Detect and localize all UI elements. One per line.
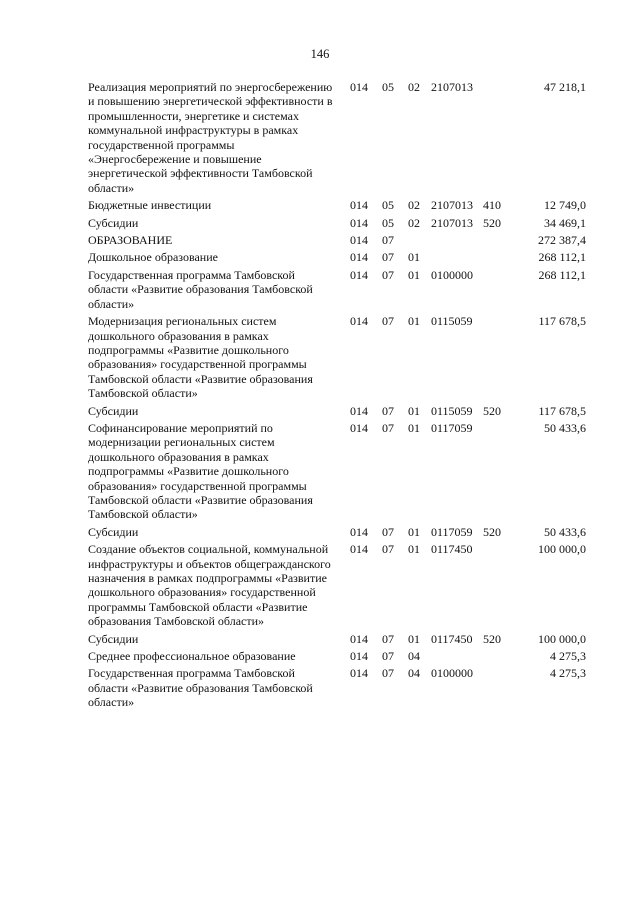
row-rz: 05 [382,215,394,230]
row-rz: 07 [382,631,394,646]
row-rz: 07 [382,250,394,265]
row-cs: 0100000 [431,666,473,681]
row-name: Софинансирование мероприятий по модернизации региональных систем дошкольного образования в рамках подпрограммы «Развитие дошкольного образования» государственной программы Тамбовской области «Развитие образования Тамбовской области» [88,420,313,522]
row-pr: 02 [408,80,420,94]
row-sum: 117 678,5 [538,403,586,418]
row-vr: 520 [483,403,501,418]
row-cs: 0115059 [431,403,473,418]
row-rz: 07 [382,267,394,282]
row-sum: 12 749,0 [544,198,586,213]
row-cs: 2107013 [431,215,473,230]
table-row [88,421,588,522]
table-row [88,649,588,663]
row-pr: 02 [408,215,420,230]
row-sum: 100 000,0 [538,542,586,557]
row-pr: 01 [408,542,420,557]
table-row [88,268,588,311]
table-row [88,216,588,230]
row-rz: 07 [382,403,394,418]
row-cs: 0115059 [431,314,473,329]
row-rz: 07 [382,542,394,557]
row-gr: 014 [350,233,368,248]
row-gr: 014 [350,215,368,230]
row-sum: 50 433,6 [544,524,586,539]
row-pr: 01 [408,631,420,646]
row-name: Модернизация региональных систем дошкольного образования в рамках подпрограммы «Развитие дошкольного образования» государственной программы Тамбовской области «Развитие образования Тамбовской области» [88,314,313,401]
table-row [88,542,588,628]
row-pr: 02 [408,198,420,213]
row-rz: 07 [382,649,394,664]
row-sum: 47 218,1 [544,80,586,94]
row-name: Субсидии [88,403,139,418]
table-row [88,250,588,264]
row-gr: 014 [350,80,368,94]
table-row [88,314,588,400]
row-gr: 014 [350,631,368,646]
row-rz: 07 [382,233,394,248]
row-sum: 50 433,6 [544,420,586,435]
row-vr: 520 [483,524,501,539]
row-sum: 272 387,4 [538,233,586,248]
row-rz: 07 [382,314,394,329]
row-name: Государственная программа Тамбовской области «Развитие образования Тамбовской области» [88,267,313,311]
row-rz: 07 [382,666,394,681]
row-gr: 014 [350,649,368,664]
row-vr: 520 [483,631,501,646]
row-gr: 014 [350,542,368,557]
table-row [88,666,588,709]
row-sum: 4 275,3 [550,649,586,664]
row-cs: 2107013 [431,80,473,94]
row-rz: 05 [382,80,394,94]
row-name: Субсидии [88,631,139,646]
row-sum: 117 678,5 [538,314,586,329]
table-row [88,198,588,212]
row-pr: 01 [408,524,420,539]
row-name: Бюджетные инвестиции [88,198,212,213]
row-vr: 520 [483,215,501,230]
row-pr: 01 [408,314,420,329]
table-row [88,404,588,418]
row-name: Субсидии [88,215,139,230]
row-sum: 268 112,1 [538,250,586,265]
row-sum: 100 000,0 [538,631,586,646]
row-name: Государственная программа Тамбовской области «Развитие образования Тамбовской области» [88,666,313,710]
row-pr: 01 [408,403,420,418]
row-gr: 014 [350,198,368,213]
row-cs: 2107013 [431,198,473,213]
row-rz: 05 [382,198,394,213]
row-pr: 01 [408,267,420,282]
row-sum: 4 275,3 [550,666,586,681]
table-row [88,632,588,646]
row-pr: 01 [408,250,420,265]
row-rz: 07 [382,420,394,435]
row-pr: 01 [408,420,420,435]
row-name: Реализация мероприятий по энергосбережению и повышению энергетической эффективности в промышленности, энергетике и системах коммунальной инфраструктуры в рамках государственной программы «Энергосбережение и повышение энергетической эффективности Тамбовской области» [88,80,333,195]
row-name: Создание объектов социальной, коммунальной инфраструктуры и объектов общегражданского назначения в рамках подпрограммы «Развитие дошкольного образования» государственной программы Тамбовской области «Развитие образования Тамбовской области» [88,542,331,629]
row-name: Среднее профессиональное образование [88,649,296,664]
row-sum: 34 469,1 [544,215,586,230]
row-gr: 014 [350,524,368,539]
budget-table [88,80,588,713]
row-gr: 014 [350,420,368,435]
row-cs: 0117450 [431,631,473,646]
table-row [88,525,588,539]
page-number: 146 [310,47,330,61]
row-gr: 014 [350,267,368,282]
table-row [88,233,588,247]
row-rz: 07 [382,524,394,539]
row-gr: 014 [350,403,368,418]
row-gr: 014 [350,250,368,265]
row-cs: 0117059 [431,524,473,539]
row-pr: 04 [408,666,420,681]
row-vr: 410 [483,198,501,213]
row-name: Дошкольное образование [88,250,218,265]
row-gr: 014 [350,314,368,329]
row-cs: 0100000 [431,267,473,282]
row-name: ОБРАЗОВАНИЕ [88,233,173,248]
row-name: Субсидии [88,524,139,539]
row-cs: 0117450 [431,542,473,557]
row-cs: 0117059 [431,420,473,435]
table-row [88,80,588,195]
row-pr: 04 [408,649,420,664]
row-sum: 268 112,1 [538,267,586,282]
row-gr: 014 [350,666,368,681]
